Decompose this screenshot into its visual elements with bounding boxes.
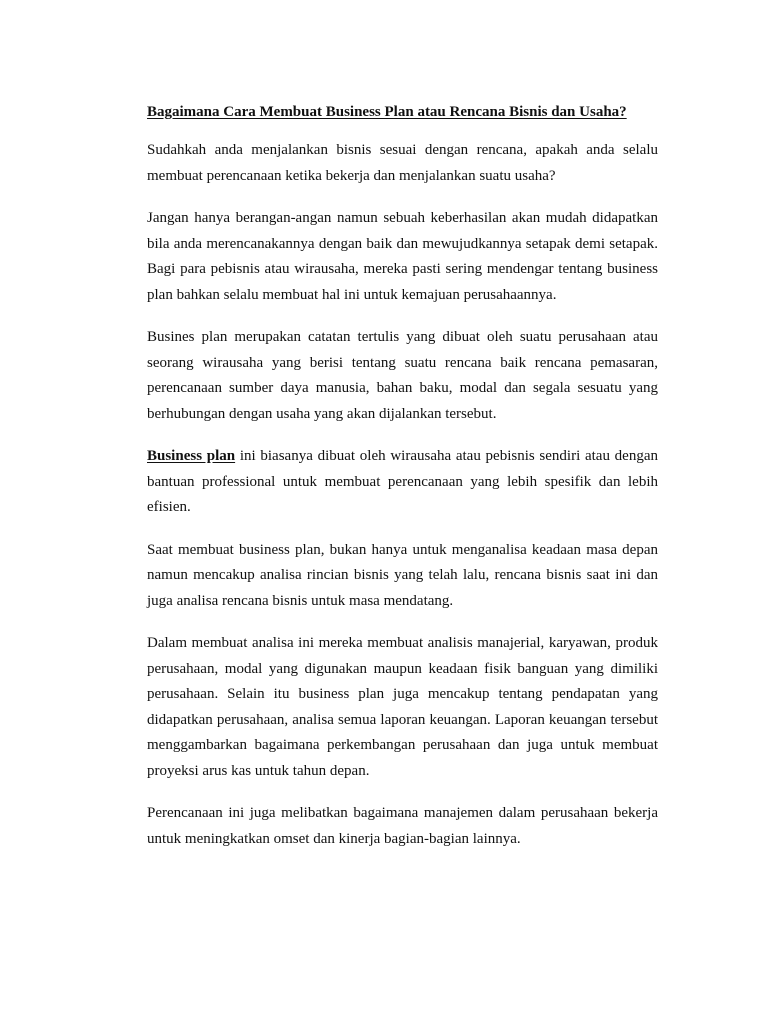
paragraph-2: Jangan hanya berangan-angan namun sebuah keberhasilan akan mudah didapatkan bila anda merencanakannya dengan baik dan mewujudkannya setapak demi setapak. Bagi para pebisnis atau wirausaha, mereka pasti sering mendengar tentang business plan bahkan selalu membuat hal ini untuk kemajuan perusahaannya. (147, 210, 658, 303)
paragraph-5: Saat membuat business plan, bukan hanya untuk menganalisa keadaan masa depan namun mencakup analisa rincian bisnis yang telah lalu, rencana bisnis saat ini dan juga analisa rencana bisnis untuk masa mendatang. (147, 541, 658, 609)
paragraph-3: Busines plan merupakan catatan tertulis yang dibuat oleh suatu perusahaan atau seorang wirausaha yang berisi tentang suatu rencana baik rencana pemasaran, perencanaan sumber daya manusia, bahan baku, modal dan segala sesuatu yang berhubungan dengan usaha yang akan dijalankan tersebut. (147, 329, 658, 422)
paragraph-1: Sudahkah anda menjalankan bisnis sesuai dengan rencana, apakah anda selalu membuat perencanaan ketika bekerja dan menjalankan suatu usaha? (147, 142, 658, 184)
paragraph-4-text: ini biasanya dibuat oleh wirausaha atau pebisnis sendiri atau dengan bantuan professional untuk membuat perencanaan yang lebih spesifik dan lebih efisien. (147, 448, 658, 515)
document-body (147, 104, 658, 869)
business-plan-term: Business plan (147, 448, 236, 464)
document-title: Bagaimana Cara Membuat Business Plan atau Rencana Bisnis dan Usaha? (147, 104, 627, 120)
paragraph-4 (147, 444, 658, 521)
paragraph-7: Perencanaan ini juga melibatkan bagaimana manajemen dalam perusahaan bekerja untuk meningkatkan omset dan kinerja bagian-bagian lainnya. (147, 805, 658, 847)
paragraph-6: Dalam membuat analisa ini mereka membuat analisis manajerial, karyawan, produk perusahaan, modal yang digunakan maupun keadaan fisik banguan yang dimiliki perusahaan. Selain itu business plan juga mencakup tentang pendapatan yang didapatkan perusahaan, analisa semua laporan keuangan. Laporan keuangan tersebut menggambarkan bagaimana perkembangan perusahaan dan juga untuk membuat proyeksi arus kas untuk tahun depan. (147, 635, 658, 779)
